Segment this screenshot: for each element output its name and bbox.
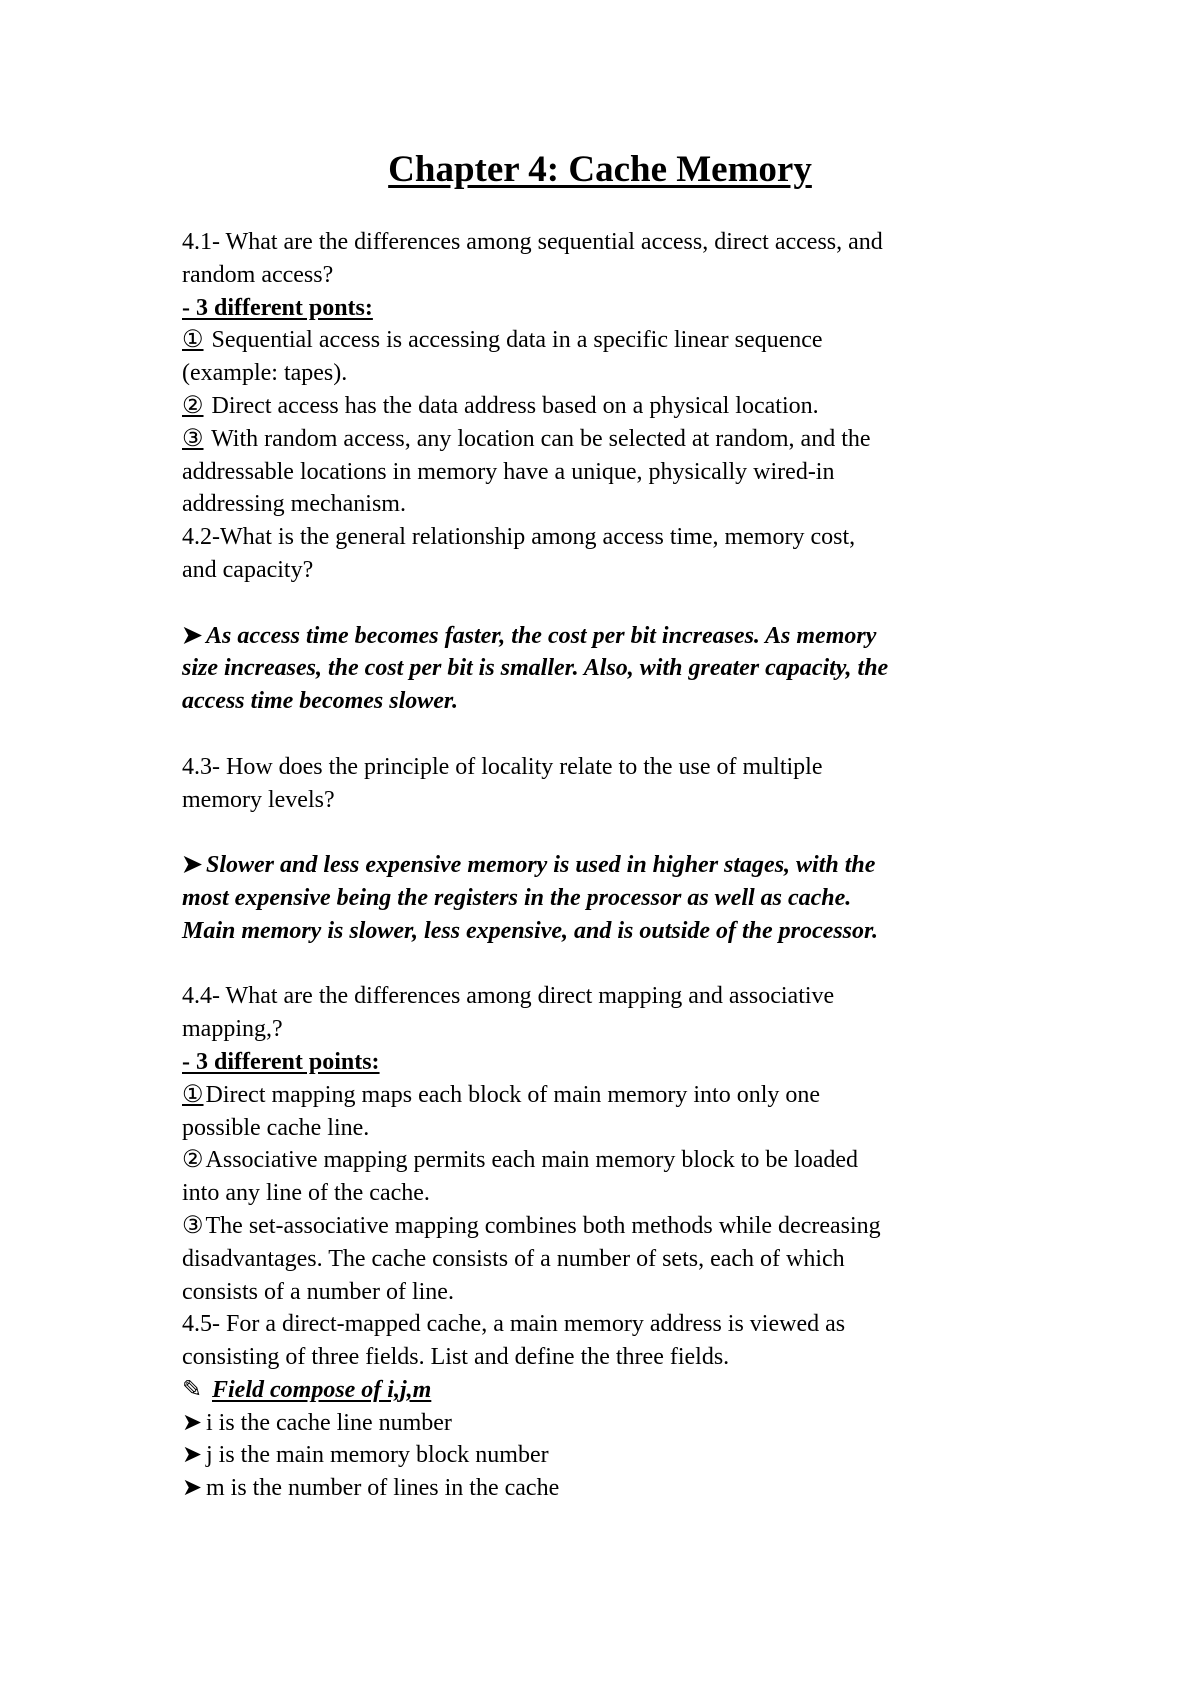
question-4-1-line-1: 4.1- What are the differences among sequential access, direct access, and: [182, 229, 883, 255]
section-heading: [182, 1046, 1062, 1079]
point-3-cont: consists of a number of line.: [182, 1278, 454, 1305]
list-item: [182, 1439, 1062, 1472]
list-item: [182, 1472, 1062, 1505]
arrow-bullet-icon: ➤: [182, 852, 203, 879]
point-1: [182, 324, 1062, 357]
arrow-bullet-icon: ➤: [182, 622, 203, 649]
point-2: [182, 390, 1062, 423]
field-heading-line: [182, 1374, 1062, 1407]
point-text: With random access, any location can be selected at random, and the: [205, 425, 871, 452]
points-heading: - 3 different points:: [182, 1048, 380, 1075]
answer-4-3-line-2: most expensive being the registers in the processor as well as cache.: [182, 884, 852, 911]
arrow-bullet-icon: ➤: [182, 1409, 203, 1436]
point-text: Sequential access is accessing data in a specific linear sequence: [205, 327, 823, 354]
answer-text: Slower and less expensive memory is used in higher stages, with the: [206, 852, 876, 879]
page-title: Chapter 4: Cache Memory: [388, 149, 812, 190]
section-heading: [182, 292, 1062, 325]
point-3-cont: addressable locations in memory have a unique, physically wired-in: [182, 458, 835, 485]
point-text: The set-associative mapping combines both methods while decreasing: [205, 1212, 881, 1239]
spacer: [182, 816, 1062, 849]
answer-4-2-line-2: size increases, the cost per bit is smaller. Also, with greater capacity, the: [182, 655, 889, 682]
point-3-cont: addressing mechanism.: [182, 491, 406, 518]
list-item-text: j is the main memory block number: [206, 1442, 549, 1469]
spacer: [182, 587, 1062, 620]
circled-two-icon: ②: [182, 392, 204, 419]
circled-three-icon: ③: [182, 1212, 204, 1239]
question-4-5-line-2: consisting of three fields. List and define the three fields.: [182, 1344, 730, 1371]
field-heading: Field compose of i,j,m: [212, 1376, 432, 1403]
point-2: [182, 1144, 1062, 1177]
answer-4-2-line-1: [182, 620, 1062, 653]
spacer: [182, 948, 1062, 981]
point-text: Direct mapping maps each block of main memory into only one: [205, 1081, 821, 1108]
circled-three-icon: ③: [182, 425, 204, 452]
question-4-4-line-2: mapping,?: [182, 1016, 283, 1043]
point-3-cont: disadvantages. The cache consists of a number of sets, each of which: [182, 1245, 845, 1272]
answer-4-2-line-3: access time becomes slower.: [182, 688, 458, 715]
circled-two-icon: ②: [182, 1147, 204, 1174]
point-1-cont: (example: tapes).: [182, 360, 348, 387]
list-item-text: m is the number of lines in the cache: [206, 1475, 560, 1502]
question-4-3-line-1: 4.3- How does the principle of locality relate to the use of multiple: [182, 753, 823, 780]
point-3: [182, 423, 1062, 456]
point-1-cont: possible cache line.: [182, 1114, 370, 1141]
answer-text: As access time becomes faster, the cost per bit increases. As memory: [206, 622, 877, 649]
question-4-3-line-2: memory levels?: [182, 786, 335, 813]
circled-one-icon: ①: [182, 327, 204, 354]
question-4-2-line-2: and capacity?: [182, 556, 314, 583]
arrow-bullet-icon: ➤: [182, 1475, 203, 1502]
answer-4-3-line-1: [182, 849, 1062, 882]
document-body: [182, 226, 1062, 1505]
points-heading: - 3 different ponts:: [182, 294, 373, 321]
list-item-text: i is the cache line number: [206, 1409, 452, 1436]
point-2-cont: into any line of the cache.: [182, 1180, 430, 1207]
point-text: Associative mapping permits each main memory block to be loaded: [205, 1147, 859, 1174]
spacer: [182, 718, 1062, 751]
answer-4-3-line-3: Main memory is slower, less expensive, and is outside of the processor.: [182, 917, 879, 944]
arrow-bullet-icon: ➤: [182, 1442, 203, 1469]
question-4-5-line-1: 4.5- For a direct-mapped cache, a main memory address is viewed as: [182, 1311, 846, 1338]
list-item: [182, 1407, 1062, 1440]
question-4-4-line-1: 4.4- What are the differences among direct mapping and associative: [182, 983, 835, 1010]
circled-one-icon: ①: [182, 1081, 204, 1108]
point-text: Direct access has the data address based on a physical location.: [205, 392, 819, 419]
pencil-icon: ✎: [182, 1376, 203, 1403]
point-1: [182, 1079, 1062, 1112]
question-4-1-line-2: random access?: [182, 261, 334, 288]
question-4-2-line-1: 4.2-What is the general relationship among access time, memory cost,: [182, 524, 856, 551]
point-3: [182, 1210, 1062, 1243]
